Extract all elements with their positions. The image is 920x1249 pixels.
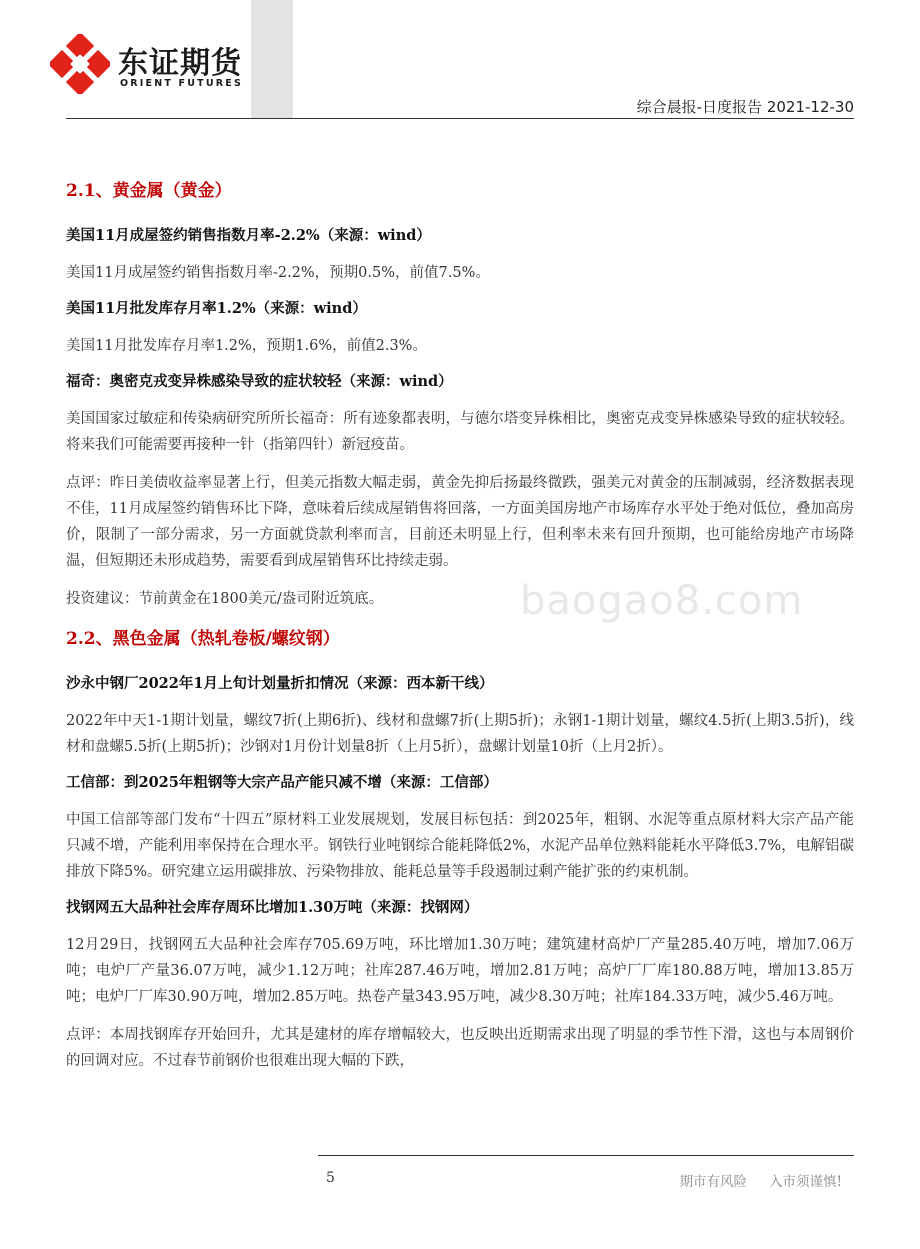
news-paragraph: 美国11月成屋签约销售指数月率-2.2%，预期0.5%，前值7.5%。 <box>66 265 490 281</box>
investment-advice: 投资建议：节前黄金在1800美元/盎司附近筑底。 <box>66 591 384 607</box>
company-logo <box>50 34 250 94</box>
commentary-paragraph: 点评：昨日美债收益率显著上行，但美元指数大幅走弱，黄金先抑后扬最终微跌，强美元对黄金的压制减弱，经济数据表现不佳，11月成屋签约销售环比下降，意味着后续成屋销售将回落，一方面美国房地产市场库存水平处于绝对低位，叠加高房价，限制了一部分需求，另一方面就贷款利率而言，目前还未明显上行，但利率未来有回升预期，也可能给房地产市场降温，但短期还未形成趋势，需要看到成屋销售环比持续走弱。 <box>66 475 854 569</box>
news-paragraph: 中国工信部等部门发布“十四五”原材料工业发展规划，发展目标包括：到2025年，粗钢、水泥等重点原材料大宗产品产能只减不增，产能利用率保持在合理水平。钢铁行业吨钢综合能耗降低2%，水泥产品单位熟料能耗水平降低3.7%，电解铝碳排放下降5%。研究建立运用碳排放、污染物排放、能耗总量等手段遏制过剩产能扩张的约束机制。 <box>66 812 854 880</box>
risk-disclaimer <box>680 1170 842 1190</box>
logo-english-text: ORIENT FUTURES <box>120 78 243 89</box>
header-gray-band <box>251 0 293 118</box>
news-heading: 工信部：到2025年粗钢等大宗产品产能只减不增（来源：工信部） <box>66 774 498 791</box>
section-title-gold: 2.1、黄金属（黄金） <box>66 181 232 201</box>
footer-divider <box>318 1155 854 1156</box>
risk-text-1: 期市有风险 <box>679 1174 748 1190</box>
news-paragraph: 2022年中天1-1期计划量，螺纹7折(上期6折)、线材和盘螺7折(上期5折)；永钢1-1期计划量，螺纹4.5折(上期3.5折)，线材和盘螺5.5折(上期5折)；沙钢对1月份计划量8折（上月5折），盘螺计划量10折（上月2折）。 <box>66 713 854 755</box>
news-heading: 找钢网五大品种社会库存周环比增加1.30万吨（来源：找钢网） <box>66 899 479 916</box>
report-title: 综合晨报-日度报告 2021-12-30 <box>636 98 854 116</box>
commentary-paragraph: 点评：本周找钢库存开始回升，尤其是建材的库存增幅较大，也反映出近期需求出现了明显的季节性下滑，这也与本周钢价的回调对应。不过春节前钢价也很难出现大幅的下跌， <box>66 1027 854 1069</box>
news-paragraph: 美国国家过敏症和传染病研究所所长福奇：所有迹象都表明，与德尔塔变异株相比，奥密克戎变异株感染导致的症状较轻。将来我们可能需要再接种一针（指第四针）新冠疫苗。 <box>66 411 854 453</box>
page-number: 5 <box>326 1170 335 1186</box>
section-title-ferrous: 2.2、黑色金属（热轧卷板/螺纹钢） <box>66 629 340 649</box>
report-body <box>66 176 854 1086</box>
logo-mark-icon <box>50 34 110 94</box>
news-heading: 美国11月批发库存月率1.2%（来源：wind） <box>66 300 367 317</box>
news-paragraph: 美国11月批发库存月率1.2%，预期1.6%，前值2.3%。 <box>66 338 427 354</box>
header-divider <box>66 118 854 119</box>
risk-text-2: 入市须谨慎! <box>769 1174 842 1190</box>
news-paragraph: 12月29日，找钢网五大品种社会库存705.69万吨，环比增加1.30万吨；建筑建材高炉厂产量285.40万吨，增加7.06万吨；电炉厂产量36.07万吨，减少1.12万吨；社库287.46万吨，增加2.81万吨；高炉厂厂库180.88万吨，增加13.85万吨；电炉厂厂库30.90万吨，增加2.85万吨。热卷产量343.95万吨，减少8.30万吨；社库184.33万吨，减少5.46万吨。 <box>66 937 854 1005</box>
news-heading: 福奇：奥密克戎变异株感染导致的症状较轻（来源：wind） <box>66 373 453 390</box>
news-heading: 美国11月成屋签约销售指数月率-2.2%（来源：wind） <box>66 227 431 244</box>
logo-chinese-text: 东证期货 <box>118 46 242 81</box>
news-heading: 沙永中钢厂2022年1月上旬计划量折扣情况（来源：西本新干线） <box>66 675 494 692</box>
watermark: baogao8.com <box>520 578 804 624</box>
